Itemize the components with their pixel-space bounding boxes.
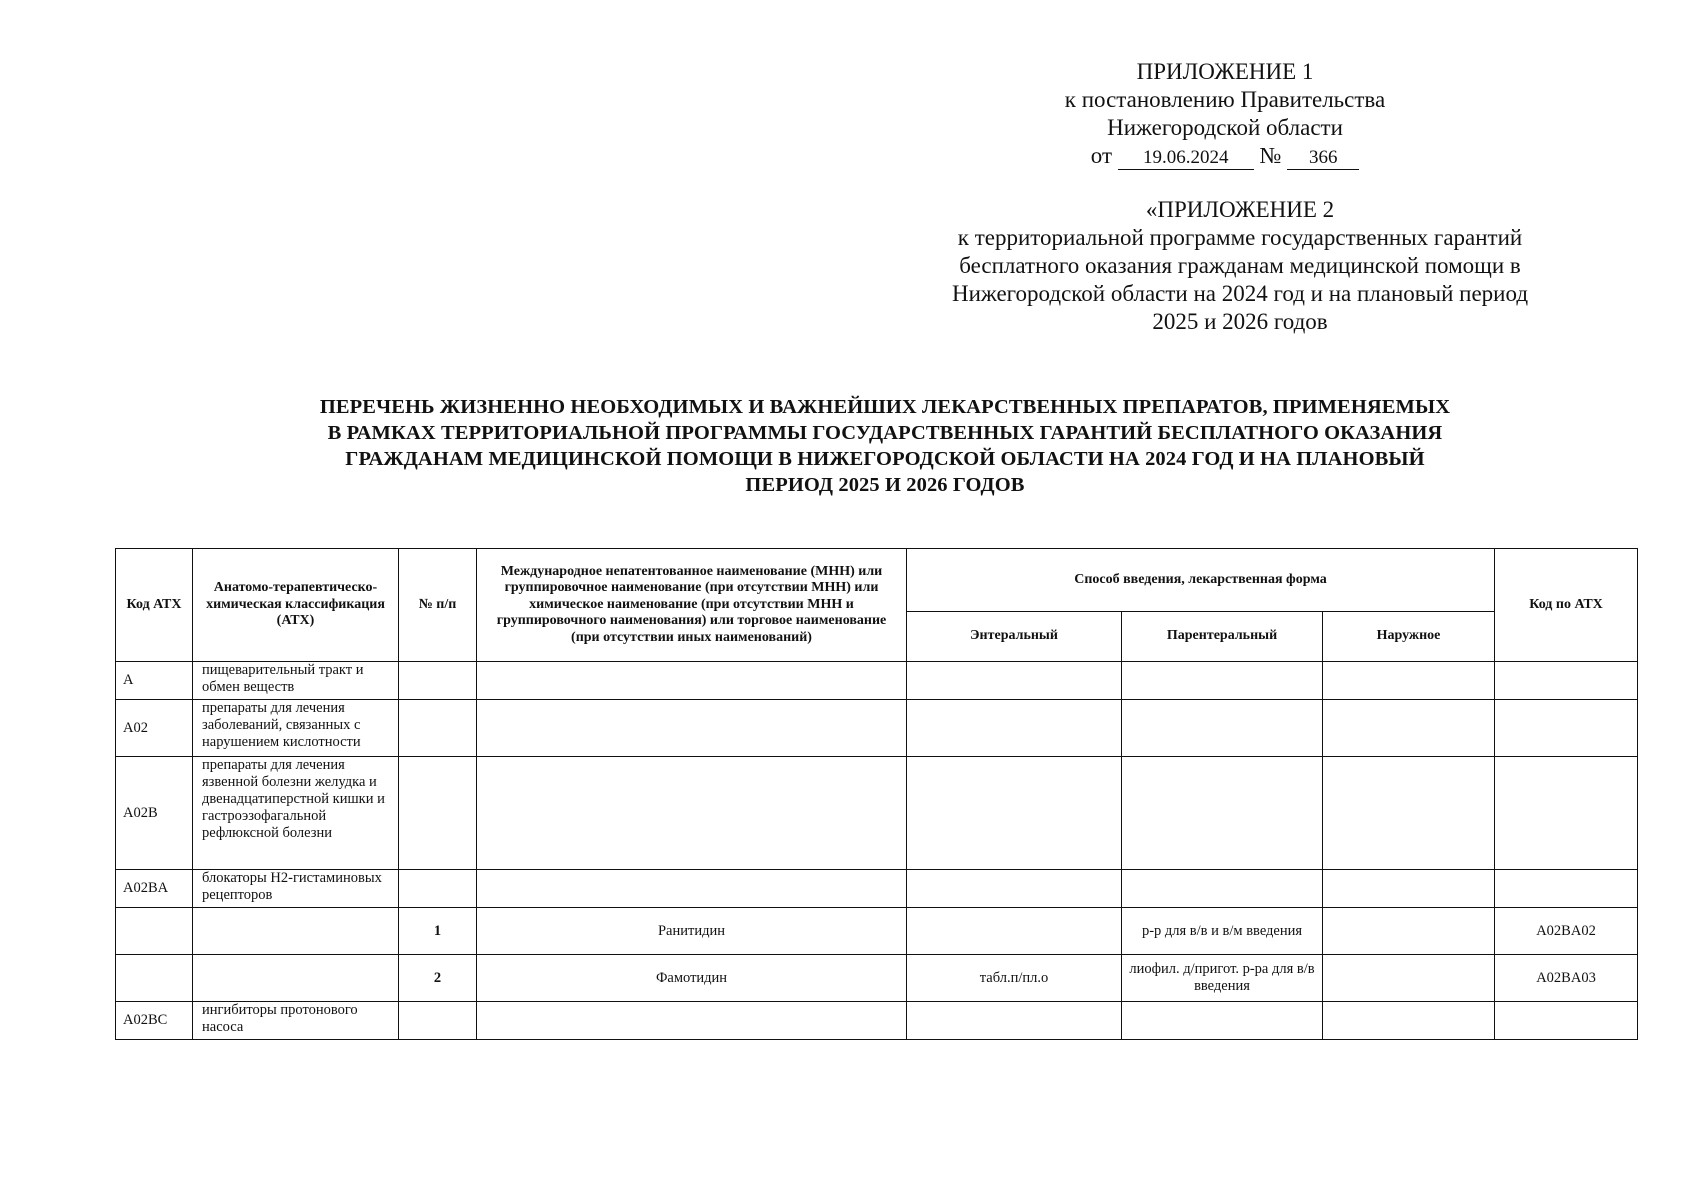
cell-drug-name: [477, 870, 907, 908]
cell-classification: ингибиторы протонового насоса: [193, 1002, 399, 1040]
appendix-2-title: «ПРИЛОЖЕНИЕ 2: [1145, 197, 1335, 222]
cell-drug-name: [477, 1002, 907, 1040]
cell-classification: [193, 908, 399, 955]
appendix-2-line: Нижегородской области на 2024 год и на плановый период: [951, 281, 1529, 306]
appendix-1-line: Нижегородской области: [1107, 115, 1343, 140]
cell-drug-name: Фамотидин: [477, 955, 907, 1002]
decree-date: 19.06.2024: [1118, 147, 1254, 170]
cell-external: [1323, 1002, 1495, 1040]
cell-external: [1323, 757, 1495, 870]
document-title-line: В РАМКАХ ТЕРРИТОРИАЛЬНОЙ ПРОГРАММЫ ГОСУДАРСТВЕННЫХ ГАРАНТИЙ БЕСПЛАТНОГО ОКАЗАНИЯ: [327, 422, 1443, 444]
cell-number: 1: [399, 908, 477, 955]
cell-atc: A02BA03: [1495, 955, 1638, 1002]
cell-enteral: [907, 1002, 1122, 1040]
cell-parenteral: [1122, 1002, 1323, 1040]
cell-number: 2: [399, 955, 477, 1002]
appendix-2-line: 2025 и 2026 годов: [1152, 309, 1328, 334]
appendix-2-header: [900, 196, 1580, 336]
cell-number: [399, 757, 477, 870]
date-prefix: от: [1090, 143, 1113, 168]
table-row: [116, 870, 1638, 908]
cell-atc-code: [116, 908, 193, 955]
header-atc-classification: Анатомо-терапевтическо-химическая классификация (АТХ): [193, 549, 399, 662]
cell-atc-code: [116, 955, 193, 1002]
cell-drug-name: [477, 757, 907, 870]
cell-number: [399, 700, 477, 757]
appendix-1-header: [1060, 58, 1390, 170]
cell-atc-code: A02BA: [116, 870, 193, 908]
cell-parenteral: [1122, 662, 1323, 700]
cell-atc: A02BA02: [1495, 908, 1638, 955]
table-row: [116, 700, 1638, 757]
cell-parenteral: [1122, 870, 1323, 908]
cell-enteral: табл.п/пл.о: [907, 955, 1122, 1002]
appendix-2-line: бесплатного оказания гражданам медицинской помощи в: [959, 253, 1521, 278]
cell-atc-code: A02B: [116, 757, 193, 870]
header-route-group: Способ введения, лекарственная форма: [907, 549, 1495, 612]
cell-classification: блокаторы Н2-гистаминовых рецепторов: [193, 870, 399, 908]
number-prefix: №: [1259, 143, 1282, 168]
table-row: [116, 955, 1638, 1002]
cell-classification: препараты для лечения заболеваний, связанных с нарушением кислотности: [193, 700, 399, 757]
drug-list-table: [115, 548, 1638, 1040]
decree-number: 366: [1287, 147, 1359, 170]
cell-classification: препараты для лечения язвенной болезни желудка и двенадцатиперстной кишки и гастроэзофагальной рефлюксной болезни: [193, 757, 399, 870]
header-atc-code: Код АТХ: [116, 549, 193, 662]
cell-atc: [1495, 757, 1638, 870]
header-atc-code-by: Код по АТХ: [1495, 549, 1638, 662]
cell-external: [1323, 908, 1495, 955]
cell-atc-code: A02: [116, 700, 193, 757]
document-title-line: ГРАЖДАНАМ МЕДИЦИНСКОЙ ПОМОЩИ В НИЖЕГОРОДСКОЙ ОБЛАСТИ НА 2024 ГОД И НА ПЛАНОВЫЙ: [345, 448, 1425, 470]
header-row-number: № п/п: [399, 549, 477, 662]
table-row: [116, 662, 1638, 700]
cell-external: [1323, 955, 1495, 1002]
document-title-line: ПЕРИОД 2025 И 2026 ГОДОВ: [745, 474, 1025, 496]
table-row: [116, 908, 1638, 955]
cell-drug-name: Ранитидин: [477, 908, 907, 955]
cell-enteral: [907, 757, 1122, 870]
header-external: Наружное: [1323, 612, 1495, 662]
header-parenteral: Парентеральный: [1122, 612, 1323, 662]
cell-parenteral: [1122, 700, 1323, 757]
cell-enteral: [907, 700, 1122, 757]
decree-date-line: [1060, 142, 1390, 170]
cell-classification: [193, 955, 399, 1002]
cell-enteral: [907, 870, 1122, 908]
appendix-1-line: к постановлению Правительства: [1064, 87, 1386, 112]
document-title-line: ПЕРЕЧЕНЬ ЖИЗНЕННО НЕОБХОДИМЫХ И ВАЖНЕЙШИХ ЛЕКАРСТВЕННЫХ ПРЕПАРАТОВ, ПРИМЕНЯЕМЫХ: [319, 396, 1451, 418]
appendix-2-line: к территориальной программе государственных гарантий: [957, 225, 1523, 250]
cell-number: [399, 1002, 477, 1040]
appendix-1-title: ПРИЛОЖЕНИЕ 1: [1136, 59, 1314, 84]
cell-atc-code: A: [116, 662, 193, 700]
cell-external: [1323, 700, 1495, 757]
cell-enteral: [907, 662, 1122, 700]
cell-atc-code: A02BC: [116, 1002, 193, 1040]
cell-drug-name: [477, 700, 907, 757]
cell-classification: пищеварительный тракт и обмен веществ: [193, 662, 399, 700]
cell-number: [399, 870, 477, 908]
cell-parenteral: лиофил. д/пригот. р-ра для в/в введения: [1122, 955, 1323, 1002]
cell-external: [1323, 870, 1495, 908]
cell-drug-name: [477, 662, 907, 700]
table-row: [116, 1002, 1638, 1040]
cell-atc: [1495, 1002, 1638, 1040]
document-title: [230, 394, 1540, 498]
table-row: [116, 757, 1638, 870]
cell-atc: [1495, 870, 1638, 908]
cell-enteral: [907, 908, 1122, 955]
header-enteral: Энтеральный: [907, 612, 1122, 662]
cell-external: [1323, 662, 1495, 700]
cell-atc: [1495, 700, 1638, 757]
cell-parenteral: р-р для в/в и в/м введения: [1122, 908, 1323, 955]
cell-atc: [1495, 662, 1638, 700]
cell-parenteral: [1122, 757, 1323, 870]
header-inn-name: Международное непатентованное наименование (МНН) или группировочное наименование (при отсутствии МНН) или химическое наименование (при отсутствии МНН и группировочного наименования) или торговое наименование (при отсутствии иных наименований): [477, 549, 907, 662]
cell-number: [399, 662, 477, 700]
